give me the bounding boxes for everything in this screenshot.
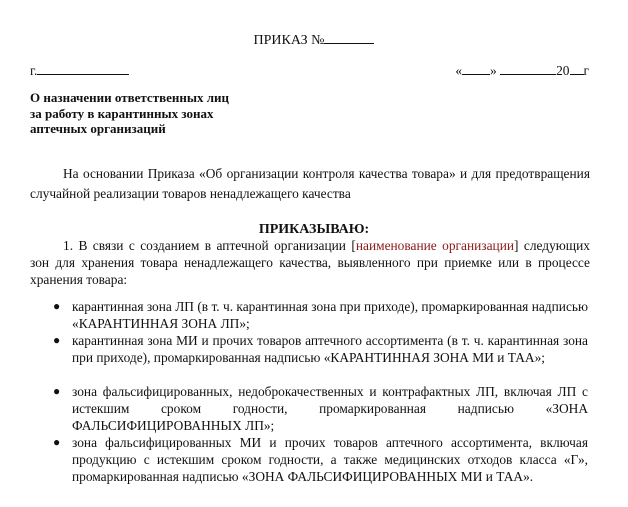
zone-text: зона фальсифицированных МИ и прочих товаров аптечного ассортимента, включая продукцию с истекшим сроком годности, а также медицинских отходов класса «Г», промаркированная надписью «ЗОНА ФАЛЬСИФИЦИРОВАННЫХ МИ и ТАА». — [72, 435, 588, 484]
date-close-quote: » — [490, 63, 497, 78]
point-1-tail: ] следующих зон для хранения товара ненадлежащего качества, выявленного при приемке или в процессе хранения товара: — [30, 238, 590, 287]
order-number-blank — [324, 31, 374, 44]
date-line — [455, 62, 589, 79]
date-year: 20 — [556, 63, 570, 78]
subject-line: О назначении ответственных лиц — [30, 90, 230, 105]
zone-text: карантинная зона ЛП (в т. ч. карантинная зона при приходе), промаркированная надписью «КАРАНТИННАЯ ЗОНА ЛП»; — [72, 299, 589, 331]
month-blank — [500, 63, 556, 75]
zone-text: зона фальсифицированных, недоброкачественных и контрафактных ЛП, включая ЛП с истекшим сроком годности, промаркированная надписью «ЗОНА ФАЛЬСИФИЦИРОВАННЫХ ЛП»; — [72, 384, 588, 433]
bullet-icon: ● — [53, 299, 61, 313]
bullet-icon: ● — [53, 333, 61, 347]
order-heading: ПРИКАЗЫВАЮ: — [258, 222, 370, 237]
city-prefix: г. — [30, 63, 38, 78]
year-blank — [570, 63, 584, 75]
subject-line: аптечных организаций — [30, 121, 166, 136]
day-blank — [462, 63, 490, 75]
basis-paragraph: На основании Приказа «Об организации контроля качества товара» и для предотвращения случайной реализации товаров ненадлежащего качества — [30, 166, 590, 201]
bullet-icon: ● — [53, 384, 61, 398]
bullet-icon: ● — [53, 435, 61, 449]
subject-line: за работу в карантинных зонах — [30, 105, 214, 121]
order-title — [0, 31, 628, 49]
zone-text: карантинная зона МИ и прочих товаров аптечного ассортимента (в т. ч. карантинная зона при приходе), промаркированная надписью «КАРАНТИННАЯ ЗОНА МИ и ТАА»; — [72, 333, 588, 365]
date-suffix: г — [583, 63, 589, 78]
city-line — [30, 62, 129, 79]
order-title-text: ПРИКАЗ № — [253, 33, 325, 48]
date-open-quote: « — [455, 63, 463, 78]
point-1-lead: 1. В связи с созданием в аптечной организации [ — [63, 238, 356, 253]
organization-name-placeholder: наименование организации — [355, 238, 515, 253]
point-1-paragraph — [30, 237, 590, 288]
city-blank — [37, 63, 129, 75]
order-subject — [30, 90, 270, 137]
